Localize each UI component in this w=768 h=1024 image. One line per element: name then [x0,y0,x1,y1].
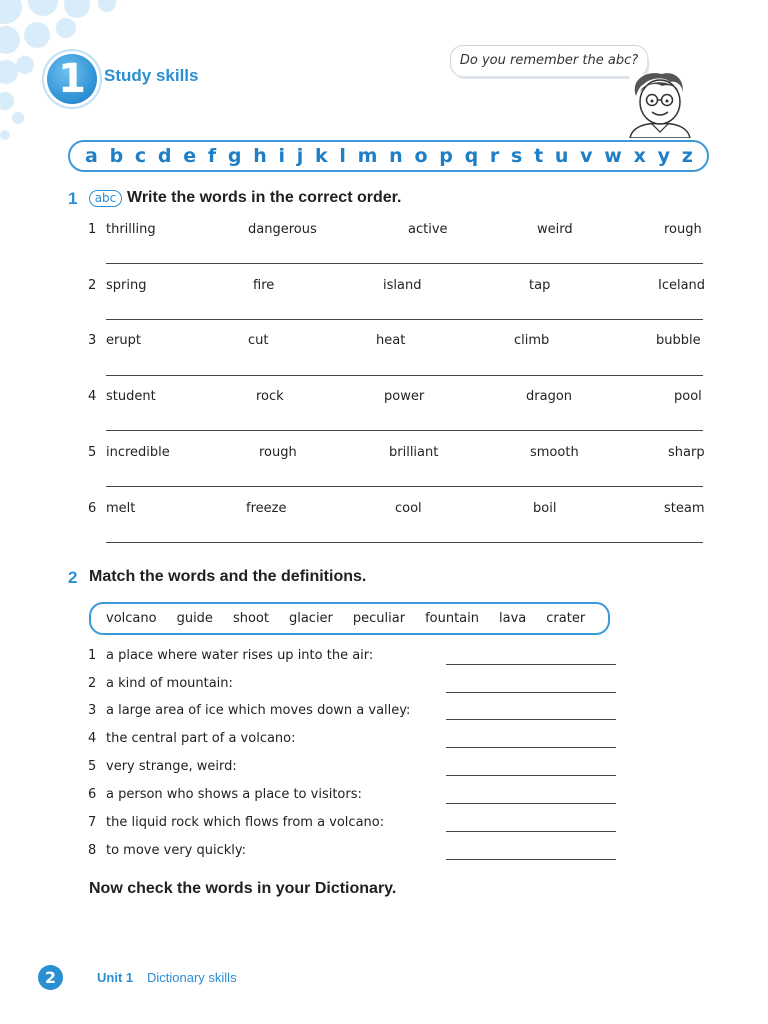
word-box-item: lava [499,611,527,626]
exercise-2-number: 2 [68,568,78,587]
row-word: rough [664,222,702,237]
row-word: spring [106,278,147,293]
row-number: 4 [88,389,97,404]
row-word: rock [256,389,284,404]
alphabet-letter: p [439,145,453,167]
alphabet-letter: e [183,145,197,167]
word-row [0,389,768,409]
word-row [0,501,768,521]
alphabet-letter: o [414,145,428,167]
row-word: tap [529,278,551,293]
answer-line[interactable] [106,263,703,264]
alphabet-letter: u [554,145,569,167]
row-word: Iceland [658,278,706,293]
answer-line[interactable] [106,319,703,320]
alphabet-letter: f [207,145,217,167]
row-word: incredible [106,445,170,460]
definition-row [0,676,768,696]
dictionary-check-instruction: Now check the words in your Dictionary. [89,880,397,897]
alphabet-letter: c [134,145,147,167]
definition-number: 3 [88,703,97,718]
alphabet-letter: d [157,145,172,167]
alphabet-letter: j [296,145,304,167]
definition-row [0,815,768,835]
row-word: dangerous [248,222,317,237]
alphabet-letter: v [580,145,593,167]
alphabet-letter: z [681,145,693,167]
alphabet-letter: g [227,145,242,167]
answer-line[interactable] [446,775,616,776]
row-word: boil [533,501,557,516]
alphabet-letter: a [85,145,98,167]
alphabet-letter: q [464,145,479,167]
alphabet-letter: t [534,145,544,167]
definition-row [0,731,768,751]
word-row [0,333,768,353]
row-word: bubble [656,333,701,348]
answer-line[interactable] [446,803,616,804]
row-word: brilliant [389,445,439,460]
alphabet-letter: s [511,145,523,167]
word-row [0,278,768,298]
answer-line[interactable] [106,375,703,376]
row-word: power [384,389,425,404]
row-word: smooth [530,445,579,460]
footer-unit-label: Unit 1 [97,970,134,985]
definition-number: 4 [88,731,97,746]
row-word: cut [248,333,269,348]
definition-text: the central part of a volcano: [106,731,296,746]
definition-number: 1 [88,648,97,663]
word-box-item: shoot [232,611,269,626]
row-number: 2 [88,278,97,293]
exercise-1-instruction: Write the words in the correct order. [127,189,402,206]
alphabet-letter: r [489,145,500,167]
alphabet-letter: h [253,145,267,167]
footer-topic: Dictionary skills [147,970,237,985]
row-number: 3 [88,333,97,348]
word-row [0,445,768,465]
row-word: steam [664,501,705,516]
alphabet-letter: i [278,145,286,167]
word-box-item: peculiar [352,611,406,626]
row-word: erupt [106,333,141,348]
row-word: island [383,278,422,293]
unit-title: Study skills [104,66,199,85]
answer-line[interactable] [446,747,616,748]
row-word: climb [514,333,550,348]
word-box-item: guide [176,611,213,626]
row-word: freeze [246,501,287,516]
definition-row [0,759,768,779]
row-number: 6 [88,501,97,516]
alphabet-letter: y [657,145,670,167]
row-word: student [106,389,156,404]
definition-row [0,787,768,807]
definition-text: a place where water rises up into the air: [106,648,374,663]
answer-line[interactable] [106,430,703,431]
row-word: cool [395,501,422,516]
alphabet-letter: n [389,145,403,167]
row-word: melt [106,501,136,516]
exercise-1-number: 1 [68,189,78,208]
definition-row [0,703,768,723]
alphabet-letter: b [109,145,124,167]
exercise-2-instruction: Match the words and the definitions. [89,568,367,585]
abc-badge: abc [89,190,122,207]
word-box-item: crater [546,611,586,626]
word-box [89,602,610,635]
alphabet-letter: x [633,145,646,167]
definition-number: 8 [88,843,97,858]
row-word: thrilling [106,222,156,237]
row-word: weird [537,222,573,237]
alphabet-letter: k [315,145,328,167]
definition-number: 7 [88,815,97,830]
definition-row [0,648,768,668]
row-word: pool [674,389,702,404]
answer-line[interactable] [446,664,616,665]
word-box-item: glacier [288,611,333,626]
page-number-badge: 2 [38,965,63,990]
row-number: 5 [88,445,97,460]
row-number: 1 [88,222,97,237]
alphabet-letter: l [339,145,346,167]
row-word: heat [376,333,406,348]
speech-bubble: Do you remember the abc? [451,46,647,76]
definition-row [0,843,768,863]
row-word: dragon [526,389,573,404]
answer-line[interactable] [446,692,616,693]
word-box-item: fountain [425,611,480,626]
row-word: fire [253,278,275,293]
answer-line[interactable] [106,542,703,543]
row-word: rough [259,445,297,460]
word-box-item: volcano [106,611,157,626]
definition-text: to move very quickly: [106,843,247,858]
row-word: sharp [668,445,705,460]
answer-line[interactable] [446,719,616,720]
answer-line[interactable] [446,831,616,832]
definition-number: 5 [88,759,97,774]
definition-number: 6 [88,787,97,802]
definition-text: a person who shows a place to visitors: [106,787,362,802]
alphabet-letter: w [604,145,622,167]
definition-text: a large area of ice which moves down a valley: [106,703,411,718]
alphabet-bar [68,140,709,172]
definition-text: a kind of mountain: [106,676,233,691]
definition-number: 2 [88,676,97,691]
row-word: active [408,222,448,237]
definition-text: very strange, weird: [106,759,237,774]
answer-line[interactable] [446,859,616,860]
alphabet-letter: m [357,145,378,167]
cartoon-boy-illustration [622,66,694,138]
definition-text: the liquid rock which flows from a volcano: [106,815,385,830]
word-row [0,222,768,242]
answer-line[interactable] [106,486,703,487]
unit-number-badge: 1 [47,54,97,104]
